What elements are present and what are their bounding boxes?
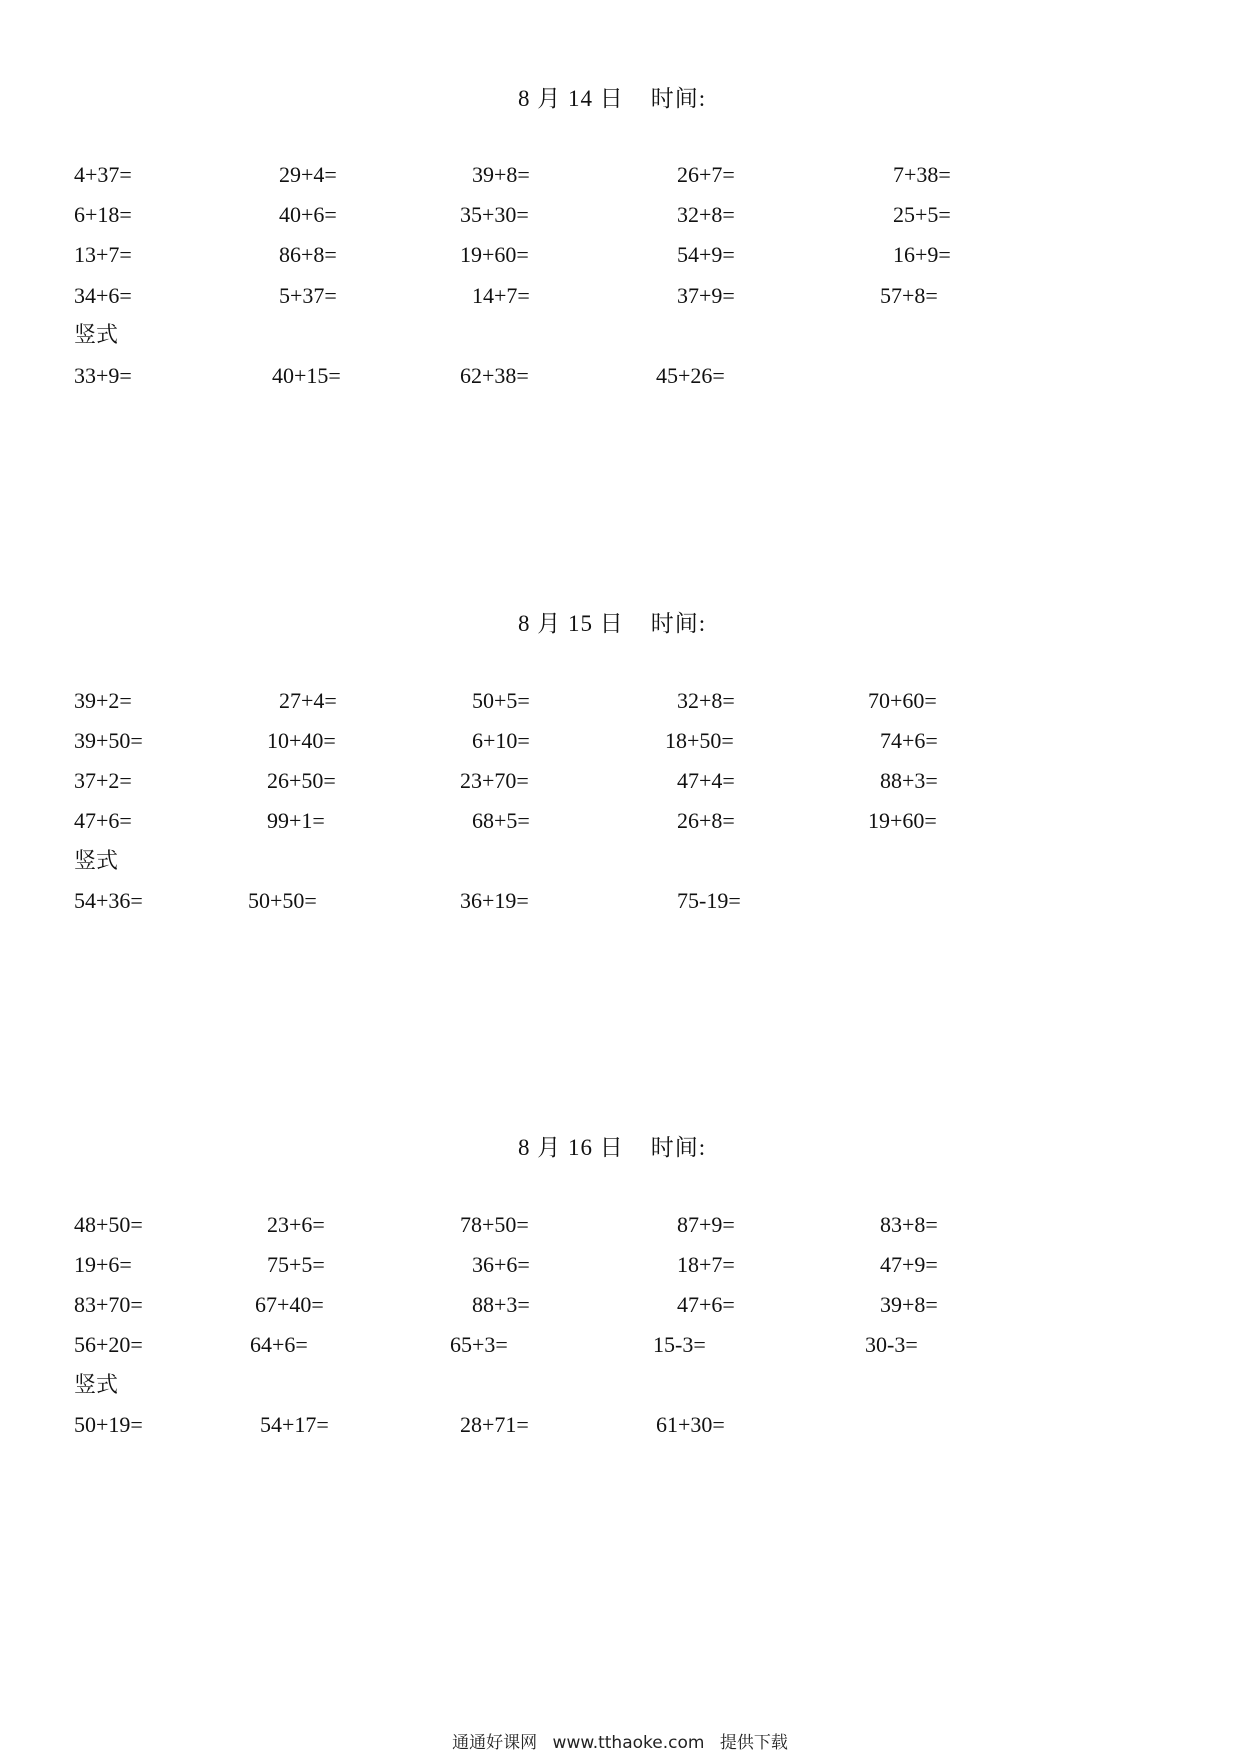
section-title: 8 月 16 日 时间:	[518, 1135, 707, 1160]
problem: 39+2=	[74, 688, 132, 713]
problem: 83+70=	[74, 1292, 143, 1317]
problem: 40+6=	[279, 202, 337, 227]
problem: 6+18=	[74, 202, 132, 227]
problem: 39+50=	[74, 728, 143, 753]
problem: 88+3=	[880, 768, 938, 793]
problem: 56+20=	[74, 1332, 143, 1357]
problem: 15-3=	[653, 1332, 706, 1357]
problem-row	[0, 1330, 1240, 1360]
problem: 99+1=	[267, 808, 325, 833]
problem-row	[0, 1290, 1240, 1320]
problem-row	[0, 766, 1240, 796]
problem: 33+9=	[74, 363, 132, 388]
problem: 23+6=	[267, 1212, 325, 1237]
problem: 86+8=	[279, 242, 337, 267]
problem: 62+38=	[460, 363, 529, 388]
problem: 65+3=	[450, 1332, 508, 1357]
problem: 32+8=	[677, 202, 735, 227]
problem: 6+10=	[472, 728, 530, 753]
vertical-calc-label: 竖式	[74, 322, 119, 347]
problem: 37+2=	[74, 768, 132, 793]
problem-row	[0, 240, 1240, 270]
problem: 39+8=	[472, 162, 530, 187]
section-title: 8 月 14 日 时间:	[518, 86, 707, 111]
problem: 19+6=	[74, 1252, 132, 1277]
problem-row	[0, 686, 1240, 716]
problem: 50+5=	[472, 688, 530, 713]
problem: 48+50=	[74, 1212, 143, 1237]
problem: 4+37=	[74, 162, 132, 187]
problem: 16+9=	[893, 242, 951, 267]
problem: 26+8=	[677, 808, 735, 833]
problem: 47+4=	[677, 768, 735, 793]
problem: 78+50=	[460, 1212, 529, 1237]
problem: 13+7=	[74, 242, 132, 267]
problem: 30-3=	[865, 1332, 918, 1357]
vertical-calc-row	[0, 1410, 1240, 1440]
problem: 7+38=	[893, 162, 951, 187]
problem: 50+50=	[248, 888, 317, 913]
problem: 5+37=	[279, 283, 337, 308]
vertical-calc-label: 竖式	[74, 848, 119, 873]
vertical-calc-row	[0, 886, 1240, 916]
footer-url[interactable]: www.tthaoke.com	[552, 1733, 705, 1753]
problem: 18+50=	[665, 728, 734, 753]
problem-row	[0, 726, 1240, 756]
problem: 14+7=	[472, 283, 530, 308]
problem: 34+6=	[74, 283, 132, 308]
problem: 19+60=	[460, 242, 529, 267]
problem: 25+5=	[893, 202, 951, 227]
problem-row	[0, 806, 1240, 836]
problem: 87+9=	[677, 1212, 735, 1237]
problem: 61+30=	[656, 1412, 725, 1437]
problem: 54+36=	[74, 888, 143, 913]
problem: 47+6=	[677, 1292, 735, 1317]
problem-row	[0, 1210, 1240, 1240]
section-title: 8 月 15 日 时间:	[518, 611, 707, 636]
vertical-calc-label: 竖式	[74, 1372, 119, 1397]
problem-row	[0, 1250, 1240, 1280]
problem: 36+6=	[472, 1252, 530, 1277]
problem: 57+8=	[880, 283, 938, 308]
problem: 27+4=	[279, 688, 337, 713]
problem: 54+9=	[677, 242, 735, 267]
problem: 47+9=	[880, 1252, 938, 1277]
problem: 10+40=	[267, 728, 336, 753]
problem: 36+19=	[460, 888, 529, 913]
problem: 23+70=	[460, 768, 529, 793]
problem: 47+6=	[74, 808, 132, 833]
problem-row	[0, 160, 1240, 190]
problem: 64+6=	[250, 1332, 308, 1357]
problem: 19+60=	[868, 808, 937, 833]
footer-suffix: 提供下载	[719, 1733, 788, 1753]
problem: 67+40=	[255, 1292, 324, 1317]
problem: 88+3=	[472, 1292, 530, 1317]
problem: 40+15=	[272, 363, 341, 388]
problem: 70+60=	[868, 688, 937, 713]
problem: 50+19=	[74, 1412, 143, 1437]
problem: 18+7=	[677, 1252, 735, 1277]
problem: 75+5=	[267, 1252, 325, 1277]
problem: 37+9=	[677, 283, 735, 308]
problem: 45+26=	[656, 363, 725, 388]
problem: 26+7=	[677, 162, 735, 187]
problem: 35+30=	[460, 202, 529, 227]
problem: 68+5=	[472, 808, 530, 833]
problem-row	[0, 200, 1240, 230]
footer-site-name: 通通好课网	[452, 1733, 538, 1753]
problem: 83+8=	[880, 1212, 938, 1237]
page-footer	[0, 1728, 1240, 1753]
problem: 29+4=	[279, 162, 337, 187]
problem-row	[0, 281, 1240, 311]
problem: 32+8=	[677, 688, 735, 713]
vertical-calc-row	[0, 361, 1240, 391]
problem: 75-19=	[677, 888, 741, 913]
problem: 28+71=	[460, 1412, 529, 1437]
problem: 54+17=	[260, 1412, 329, 1437]
problem: 39+8=	[880, 1292, 938, 1317]
problem: 26+50=	[267, 768, 336, 793]
problem: 74+6=	[880, 728, 938, 753]
